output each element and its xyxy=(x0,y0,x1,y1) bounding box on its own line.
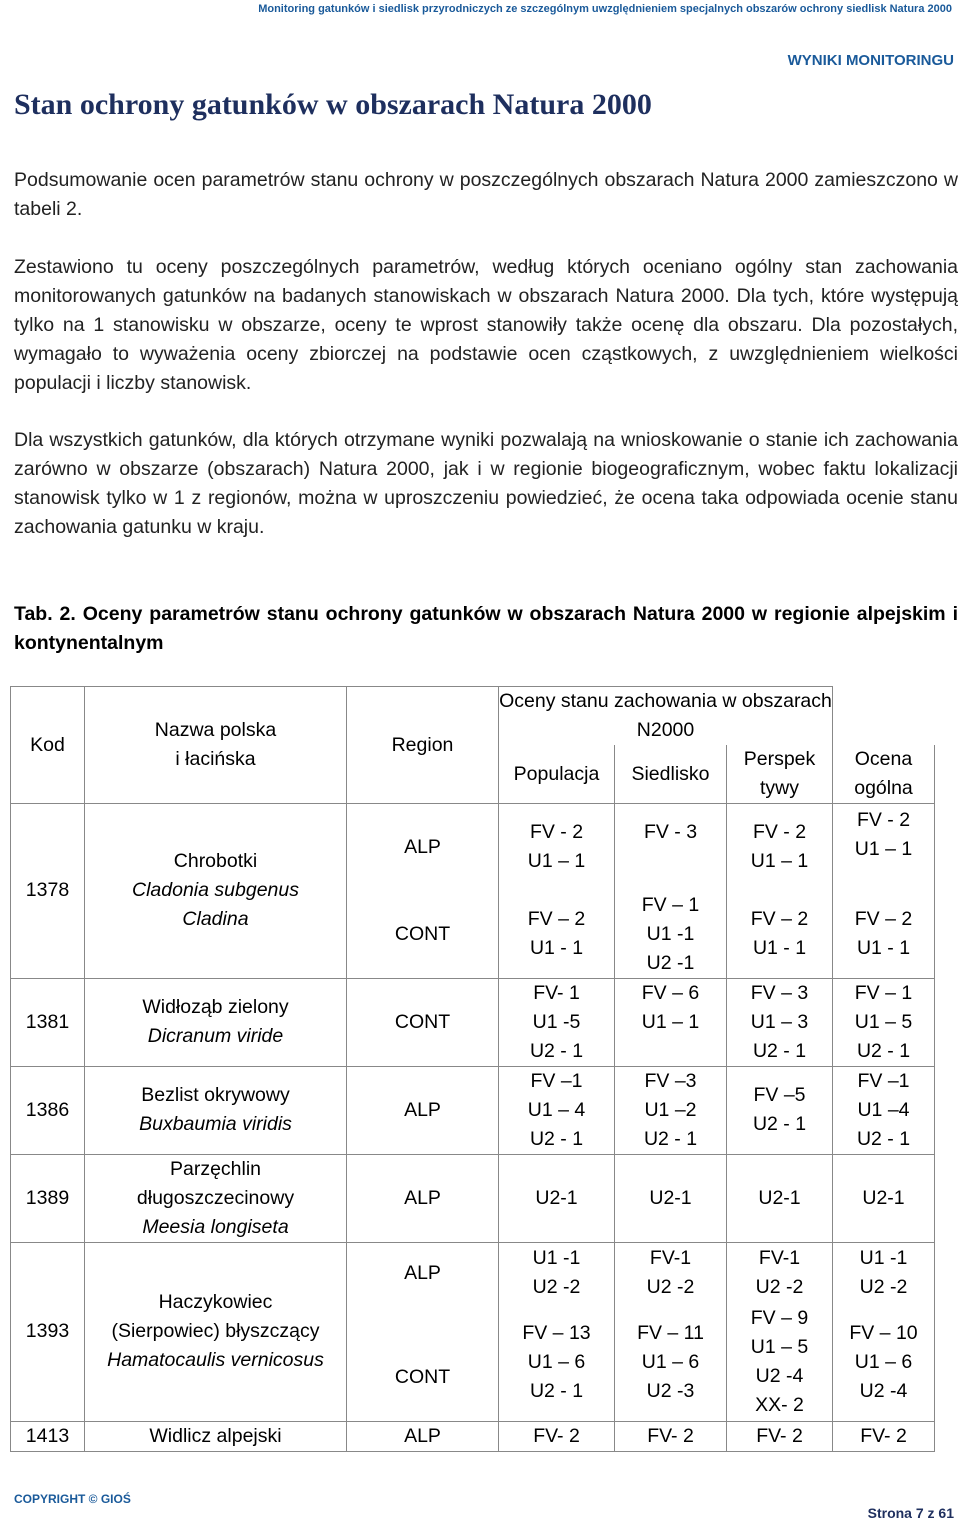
page-number: Strona 7 z 61 xyxy=(867,1505,954,1521)
table-row: 1389 Parzęchlin długoszczecinowy Meesia longiseta ALP U2-1 U2-1 U2-1 U2-1 xyxy=(11,1154,935,1242)
header-ocena: Ocena ogólna xyxy=(833,745,935,804)
table-row: 1393 Haczykowiec (Sierpowiec) błyszczący Hamatocaulis vernicosus ALP U1 -1 U2 -2 FV-1 U2 -2 FV-1 U2 -2 U1 -1 U2 -2 xyxy=(11,1242,935,1304)
copyright: COPYRIGHT © GIOŚ xyxy=(14,1492,131,1506)
header-nazwa: Nazwa polska i łacińska xyxy=(85,687,347,804)
page-title: Stan ochrony gatunków w obszarach Natura 2000 xyxy=(14,88,652,121)
paragraph-2: Zestawiono tu oceny poszczególnych parametrów, według których oceniano ogólny stan zachowania monitorowanych gatunków na badanych stanowiskach w obszarach Natura 2000. Dla tych, które występują tylko na 1 stanowisku w obszarze, oceny te wprost stanowiły także ocenę dla obszaru. Dla pozostałych, wymagało to wyważenia oceny zbiorczej na podstawie ocen cząstkowych, z uwzględnieniem wielkości populacji i liczby stanowisk. xyxy=(14,256,958,394)
table-row: CONT FV – 2 U1 - 1 FV – 1 U1 -1 U2 -1 FV – 2 U1 - 1 FV – 2 U1 - 1 xyxy=(11,891,935,979)
section-label: WYNIKI MONITORINGU xyxy=(787,52,954,69)
header-oceny: Oceny stanu zachowania w obszarach N2000 xyxy=(499,687,833,746)
header-populacja: Populacja xyxy=(499,745,615,804)
header-kod: Kod xyxy=(11,687,85,804)
table-row: 1386 Bezlist okrywowy Buxbaumia viridis ALP FV –1 U1 – 4 U2 - 1 FV –3 U1 –2 U2 - 1 FV –5 U2 - 1 FV –1 U1 –4 U2 - 1 xyxy=(11,1066,935,1154)
table-row: 1413 Widlicz alpejski ALP FV- 2 FV- 2 FV- 2 FV- 2 xyxy=(11,1421,935,1451)
header-siedlisko: Siedlisko xyxy=(615,745,727,804)
paragraph-3: Dla wszystkich gatunków, dla których otrzymane wyniki pozwalają na wnioskowanie o stanie ich zachowania zarówno w obszarze (obszarach) Natura 2000, jak i w regionie biogeograficznym, wobec faktu lokalizacji stanowisk tylko w 1 z regionów, można w uproszczeniu powiedzieć, że ocena taka odpowiada ocenie stanu zachowania gatunku w kraju. xyxy=(14,429,958,538)
paragraph-1: Podsumowanie ocen parametrów stanu ochrony w poszczególnych obszarach Natura 2000 zamieszczono w tabeli 2. xyxy=(14,169,958,220)
table-caption: Tab. 2. Oceny parametrów stanu ochrony gatunków w obszarach Natura 2000 w regionie alpejskim i kontynentalnym xyxy=(14,603,958,654)
header-perspektywy: Perspek tywy xyxy=(727,745,833,804)
table-row: CONT FV – 13 U1 – 6 U2 - 1 FV – 11 U1 – 6 U2 -3 FV – 9 U1 – 5 U2 -4 XX- 2 FV – 10 U1 – 6 U2 -4 xyxy=(11,1304,935,1421)
table-header-row xyxy=(11,687,935,746)
running-header: Monitoring gatunków i siedlisk przyrodniczych ze szczególnym uwzględnieniem specjalnych obszarów ochrony siedlisk Natura 2000 xyxy=(258,3,952,15)
header-region: Region xyxy=(347,687,499,804)
table-row: 1378 Chrobotki Cladonia subgenus Cladina ALP FV - 2 U1 – 1 FV - 3 FV - 2 U1 – 1 FV - 2 U1 – 1 xyxy=(11,804,935,891)
assessment-table xyxy=(10,686,935,1452)
table-row: 1381 Widłoząb zielony Dicranum viride CONT FV- 1 U1 -5 U2 - 1 FV – 6 U1 – 1 FV – 3 U1 – 3 U2 - 1 FV – 1 U1 – 5 U2 - 1 xyxy=(11,978,935,1066)
